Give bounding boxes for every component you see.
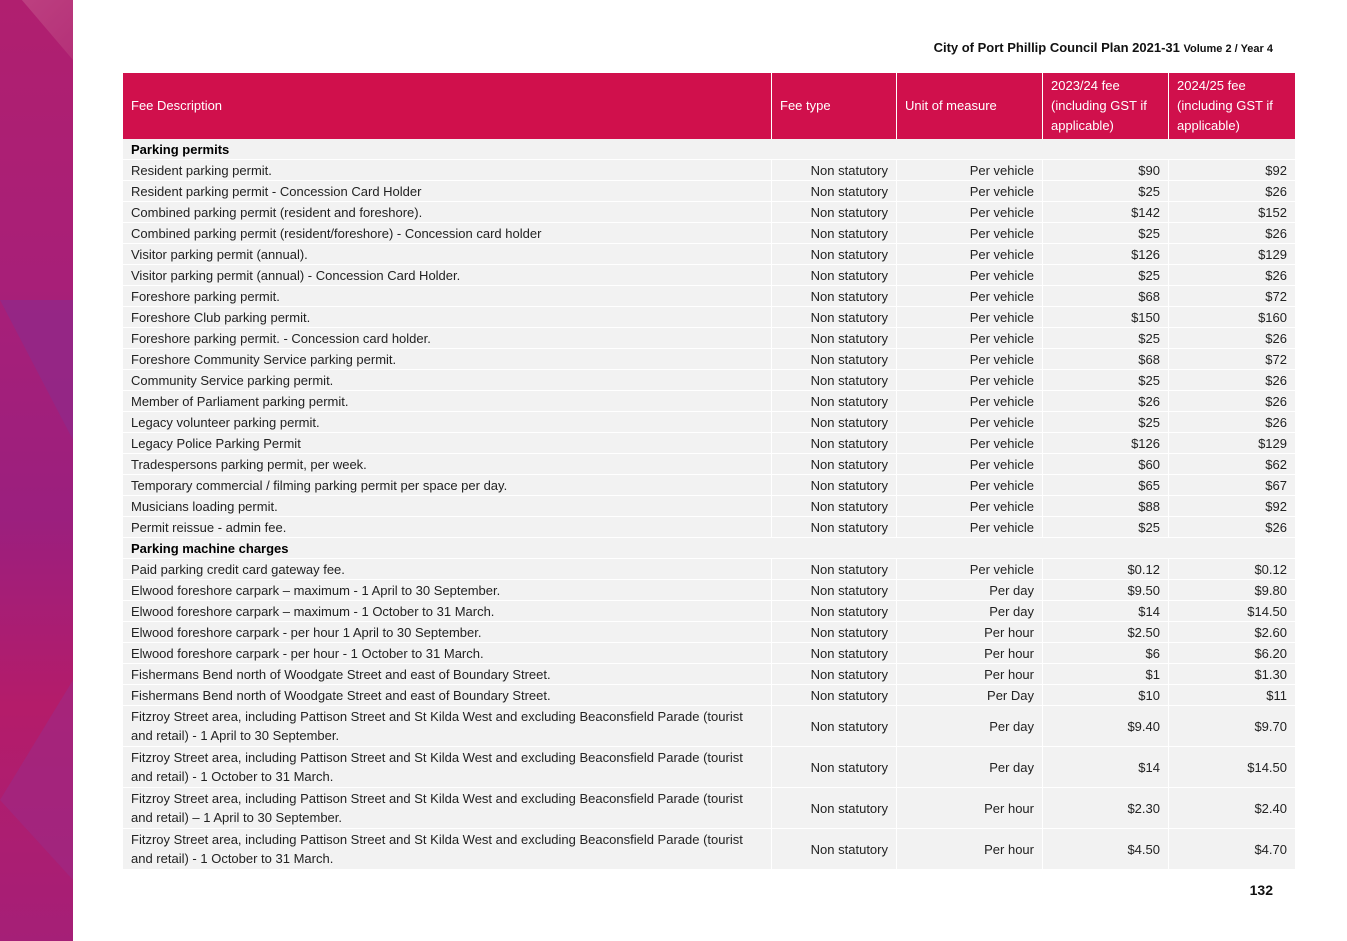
column-header-2024-25-fee: 2024/25 fee (including GST if applicable) (1169, 73, 1295, 139)
fee-type-cell: Non statutory (772, 160, 897, 181)
column-header-fee-description: Fee Description (123, 73, 772, 139)
fee-2023-24-cell: $126 (1043, 244, 1169, 265)
column-header-fee-type: Fee type (772, 73, 897, 139)
fee-2024-25-cell: $6.20 (1169, 643, 1295, 664)
table-row (123, 829, 1295, 870)
unit-of-measure-cell: Per vehicle (897, 370, 1043, 391)
document-header (934, 40, 1273, 55)
fee-2023-24-cell: $65 (1043, 475, 1169, 496)
fee-description-cell: Member of Parliament parking permit. (123, 391, 772, 412)
fee-2024-25-cell: $26 (1169, 391, 1295, 412)
fee-2024-25-cell: $11 (1169, 685, 1295, 706)
fee-2024-25-cell: $26 (1169, 328, 1295, 349)
fee-description-cell: Legacy Police Parking Permit (123, 433, 772, 454)
fee-description-cell: Elwood foreshore carpark – maximum - 1 October to 31 March. (123, 601, 772, 622)
fee-type-cell: Non statutory (772, 829, 897, 870)
fee-description-cell: Elwood foreshore carpark - per hour 1 April to 30 September. (123, 622, 772, 643)
table-row (123, 454, 1295, 475)
table-row (123, 223, 1295, 244)
fee-description-cell: Tradespersons parking permit, per week. (123, 454, 772, 475)
fee-type-cell: Non statutory (772, 307, 897, 328)
table-row (123, 622, 1295, 643)
fee-description-cell: Permit reissue - admin fee. (123, 517, 772, 538)
table-row (123, 496, 1295, 517)
fee-description-cell: Foreshore parking permit. - Concession card holder. (123, 328, 772, 349)
fee-type-cell: Non statutory (772, 349, 897, 370)
fee-2023-24-cell: $25 (1043, 265, 1169, 286)
fee-2024-25-cell: $14.50 (1169, 601, 1295, 622)
table-row (123, 559, 1295, 580)
fee-2023-24-cell: $14 (1043, 601, 1169, 622)
unit-of-measure-cell: Per vehicle (897, 496, 1043, 517)
unit-of-measure-cell: Per vehicle (897, 181, 1043, 202)
fee-type-cell: Non statutory (772, 496, 897, 517)
unit-of-measure-cell: Per vehicle (897, 202, 1043, 223)
fee-description-cell: Fishermans Bend north of Woodgate Street and east of Boundary Street. (123, 685, 772, 706)
fee-2023-24-cell: $9.50 (1043, 580, 1169, 601)
table-row (123, 601, 1295, 622)
unit-of-measure-cell: Per vehicle (897, 475, 1043, 496)
fee-2023-24-cell: $68 (1043, 349, 1169, 370)
fee-description-cell: Elwood foreshore carpark - per hour - 1 October to 31 March. (123, 643, 772, 664)
fee-description-cell: Foreshore Club parking permit. (123, 307, 772, 328)
fee-2024-25-cell: $67 (1169, 475, 1295, 496)
fee-2023-24-cell: $2.30 (1043, 788, 1169, 829)
fee-type-cell: Non statutory (772, 601, 897, 622)
fee-type-cell: Non statutory (772, 328, 897, 349)
fee-2023-24-cell: $68 (1043, 286, 1169, 307)
unit-of-measure-cell: Per Day (897, 685, 1043, 706)
fee-2023-24-cell: $14 (1043, 747, 1169, 788)
fee-type-cell: Non statutory (772, 685, 897, 706)
fee-2024-25-cell: $72 (1169, 286, 1295, 307)
fee-2024-25-cell: $2.40 (1169, 788, 1295, 829)
decorative-side-band (0, 0, 73, 941)
fee-description-cell: Foreshore Community Service parking permit. (123, 349, 772, 370)
fee-2023-24-cell: $26 (1043, 391, 1169, 412)
fee-2024-25-cell: $26 (1169, 223, 1295, 244)
fee-2023-24-cell: $25 (1043, 223, 1169, 244)
document-title: City of Port Phillip Council Plan 2021-31 (933, 40, 1180, 55)
fee-type-cell: Non statutory (772, 244, 897, 265)
fee-2023-24-cell: $25 (1043, 181, 1169, 202)
column-header-unit-of-measure: Unit of measure (897, 73, 1043, 139)
fee-2023-24-cell: $2.50 (1043, 622, 1169, 643)
fee-2023-24-cell: $4.50 (1043, 829, 1169, 870)
fee-2024-25-cell: $26 (1169, 265, 1295, 286)
table-row (123, 349, 1295, 370)
fee-2024-25-cell: $160 (1169, 307, 1295, 328)
fee-type-cell: Non statutory (772, 788, 897, 829)
fee-2024-25-cell: $2.60 (1169, 622, 1295, 643)
unit-of-measure-cell: Per vehicle (897, 286, 1043, 307)
fee-type-cell: Non statutory (772, 643, 897, 664)
fee-type-cell: Non statutory (772, 747, 897, 788)
table-row (123, 202, 1295, 223)
fee-description-cell: Elwood foreshore carpark – maximum - 1 April to 30 September. (123, 580, 772, 601)
fee-description-cell: Fitzroy Street area, including Pattison Street and St Kilda West and excluding Beaconsfield Parade (tourist and retail) - 1 October to 31 March. (123, 747, 772, 788)
decorative-triangle-middle (0, 300, 73, 440)
unit-of-measure-cell: Per vehicle (897, 265, 1043, 286)
fee-2024-25-cell: $129 (1169, 433, 1295, 454)
fee-2023-24-cell: $25 (1043, 328, 1169, 349)
fee-2023-24-cell: $10 (1043, 685, 1169, 706)
table-row (123, 370, 1295, 391)
fee-2023-24-cell: $142 (1043, 202, 1169, 223)
unit-of-measure-cell: Per vehicle (897, 454, 1043, 475)
fee-type-cell: Non statutory (772, 664, 897, 685)
fee-description-cell: Temporary commercial / filming parking permit per space per day. (123, 475, 772, 496)
fee-2024-25-cell: $9.80 (1169, 580, 1295, 601)
fee-2024-25-cell: $72 (1169, 349, 1295, 370)
table-row (123, 747, 1295, 788)
table-row (123, 517, 1295, 538)
table-row (123, 643, 1295, 664)
unit-of-measure-cell: Per day (897, 747, 1043, 788)
table-row (123, 475, 1295, 496)
unit-of-measure-cell: Per vehicle (897, 307, 1043, 328)
fee-type-cell: Non statutory (772, 265, 897, 286)
fee-2023-24-cell: $0.12 (1043, 559, 1169, 580)
fee-description-cell: Visitor parking permit (annual). (123, 244, 772, 265)
fee-2023-24-cell: $25 (1043, 517, 1169, 538)
fee-description-cell: Fishermans Bend north of Woodgate Street and east of Boundary Street. (123, 664, 772, 685)
fee-description-cell: Musicians loading permit. (123, 496, 772, 517)
fee-description-cell: Combined parking permit (resident and foreshore). (123, 202, 772, 223)
table-row (123, 788, 1295, 829)
fee-description-cell: Resident parking permit - Concession Card Holder (123, 181, 772, 202)
unit-of-measure-cell: Per hour (897, 788, 1043, 829)
unit-of-measure-cell: Per vehicle (897, 517, 1043, 538)
table-row (123, 391, 1295, 412)
unit-of-measure-cell: Per vehicle (897, 349, 1043, 370)
fee-2024-25-cell: $62 (1169, 454, 1295, 475)
fee-type-cell: Non statutory (772, 454, 897, 475)
fee-type-cell: Non statutory (772, 433, 897, 454)
fee-2023-24-cell: $9.40 (1043, 706, 1169, 747)
unit-of-measure-cell: Per vehicle (897, 412, 1043, 433)
fee-2024-25-cell: $1.30 (1169, 664, 1295, 685)
unit-of-measure-cell: Per hour (897, 622, 1043, 643)
fee-2024-25-cell: $26 (1169, 370, 1295, 391)
decorative-triangle-bottom (0, 680, 73, 880)
fee-type-cell: Non statutory (772, 517, 897, 538)
unit-of-measure-cell: Per vehicle (897, 244, 1043, 265)
column-header-2023-24-fee: 2023/24 fee (including GST if applicable) (1043, 73, 1169, 139)
header-row (123, 73, 1295, 139)
table-row (123, 160, 1295, 181)
fee-type-cell: Non statutory (772, 286, 897, 307)
unit-of-measure-cell: Per hour (897, 829, 1043, 870)
unit-of-measure-cell: Per vehicle (897, 328, 1043, 349)
fee-table-body (123, 139, 1295, 870)
fee-type-cell: Non statutory (772, 223, 897, 244)
fee-type-cell: Non statutory (772, 559, 897, 580)
fee-2023-24-cell: $88 (1043, 496, 1169, 517)
fee-type-cell: Non statutory (772, 202, 897, 223)
fee-table-header (123, 73, 1295, 139)
fee-2024-25-cell: $14.50 (1169, 747, 1295, 788)
fee-2023-24-cell: $1 (1043, 664, 1169, 685)
fee-description-cell: Fitzroy Street area, including Pattison Street and St Kilda West and excluding Beaconsfield Parade (tourist and retail) – 1 April to 30 September. (123, 788, 772, 829)
fee-2024-25-cell: $92 (1169, 160, 1295, 181)
table-row (123, 244, 1295, 265)
fee-description-cell: Paid parking credit card gateway fee. (123, 559, 772, 580)
table-row (123, 433, 1295, 454)
fee-2023-24-cell: $150 (1043, 307, 1169, 328)
unit-of-measure-cell: Per day (897, 580, 1043, 601)
section-header-row (123, 139, 1295, 160)
table-row (123, 664, 1295, 685)
fee-2023-24-cell: $6 (1043, 643, 1169, 664)
decorative-triangle-top (0, 0, 73, 60)
fee-2023-24-cell: $60 (1043, 454, 1169, 475)
fee-description-cell: Combined parking permit (resident/foreshore) - Concession card holder (123, 223, 772, 244)
fee-type-cell: Non statutory (772, 370, 897, 391)
fee-type-cell: Non statutory (772, 706, 897, 747)
fee-description-cell: Community Service parking permit. (123, 370, 772, 391)
table-row (123, 286, 1295, 307)
fee-description-cell: Resident parking permit. (123, 160, 772, 181)
fee-type-cell: Non statutory (772, 391, 897, 412)
table-row (123, 307, 1295, 328)
section-title: Parking machine charges (123, 538, 1295, 559)
table-row (123, 412, 1295, 433)
fee-2024-25-cell: $0.12 (1169, 559, 1295, 580)
fee-description-cell: Foreshore parking permit. (123, 286, 772, 307)
fee-2024-25-cell: $4.70 (1169, 829, 1295, 870)
table-row (123, 706, 1295, 747)
unit-of-measure-cell: Per hour (897, 664, 1043, 685)
fee-description-cell: Fitzroy Street area, including Pattison Street and St Kilda West and excluding Beaconsfield Parade (tourist and retail) - 1 October to 31 March. (123, 829, 772, 870)
unit-of-measure-cell: Per day (897, 601, 1043, 622)
fee-description-cell: Fitzroy Street area, including Pattison Street and St Kilda West and excluding Beaconsfield Parade (tourist and retail) - 1 April to 30 September. (123, 706, 772, 747)
fee-type-cell: Non statutory (772, 181, 897, 202)
fee-type-cell: Non statutory (772, 580, 897, 601)
fee-type-cell: Non statutory (772, 412, 897, 433)
unit-of-measure-cell: Per vehicle (897, 391, 1043, 412)
table-row (123, 580, 1295, 601)
fee-description-cell: Legacy volunteer parking permit. (123, 412, 772, 433)
fee-description-cell: Visitor parking permit (annual) - Concession Card Holder. (123, 265, 772, 286)
table-row (123, 265, 1295, 286)
fee-2023-24-cell: $25 (1043, 370, 1169, 391)
fee-type-cell: Non statutory (772, 475, 897, 496)
fee-2023-24-cell: $90 (1043, 160, 1169, 181)
fee-2024-25-cell: $26 (1169, 181, 1295, 202)
fee-type-cell: Non statutory (772, 622, 897, 643)
unit-of-measure-cell: Per day (897, 706, 1043, 747)
table-row (123, 328, 1295, 349)
fee-2024-25-cell: $26 (1169, 517, 1295, 538)
fee-2024-25-cell: $9.70 (1169, 706, 1295, 747)
fee-2023-24-cell: $126 (1043, 433, 1169, 454)
fee-2024-25-cell: $129 (1169, 244, 1295, 265)
section-title: Parking permits (123, 139, 1295, 160)
fee-2023-24-cell: $25 (1043, 412, 1169, 433)
page-number: 132 (1249, 882, 1273, 898)
document-volume: Volume 2 / Year 4 (1183, 43, 1273, 55)
unit-of-measure-cell: Per vehicle (897, 433, 1043, 454)
fee-2024-25-cell: $26 (1169, 412, 1295, 433)
unit-of-measure-cell: Per hour (897, 643, 1043, 664)
unit-of-measure-cell: Per vehicle (897, 559, 1043, 580)
fee-2024-25-cell: $152 (1169, 202, 1295, 223)
section-header-row (123, 538, 1295, 559)
table-row (123, 685, 1295, 706)
table-row (123, 181, 1295, 202)
unit-of-measure-cell: Per vehicle (897, 160, 1043, 181)
fee-2024-25-cell: $92 (1169, 496, 1295, 517)
unit-of-measure-cell: Per vehicle (897, 223, 1043, 244)
fee-table (123, 73, 1295, 870)
